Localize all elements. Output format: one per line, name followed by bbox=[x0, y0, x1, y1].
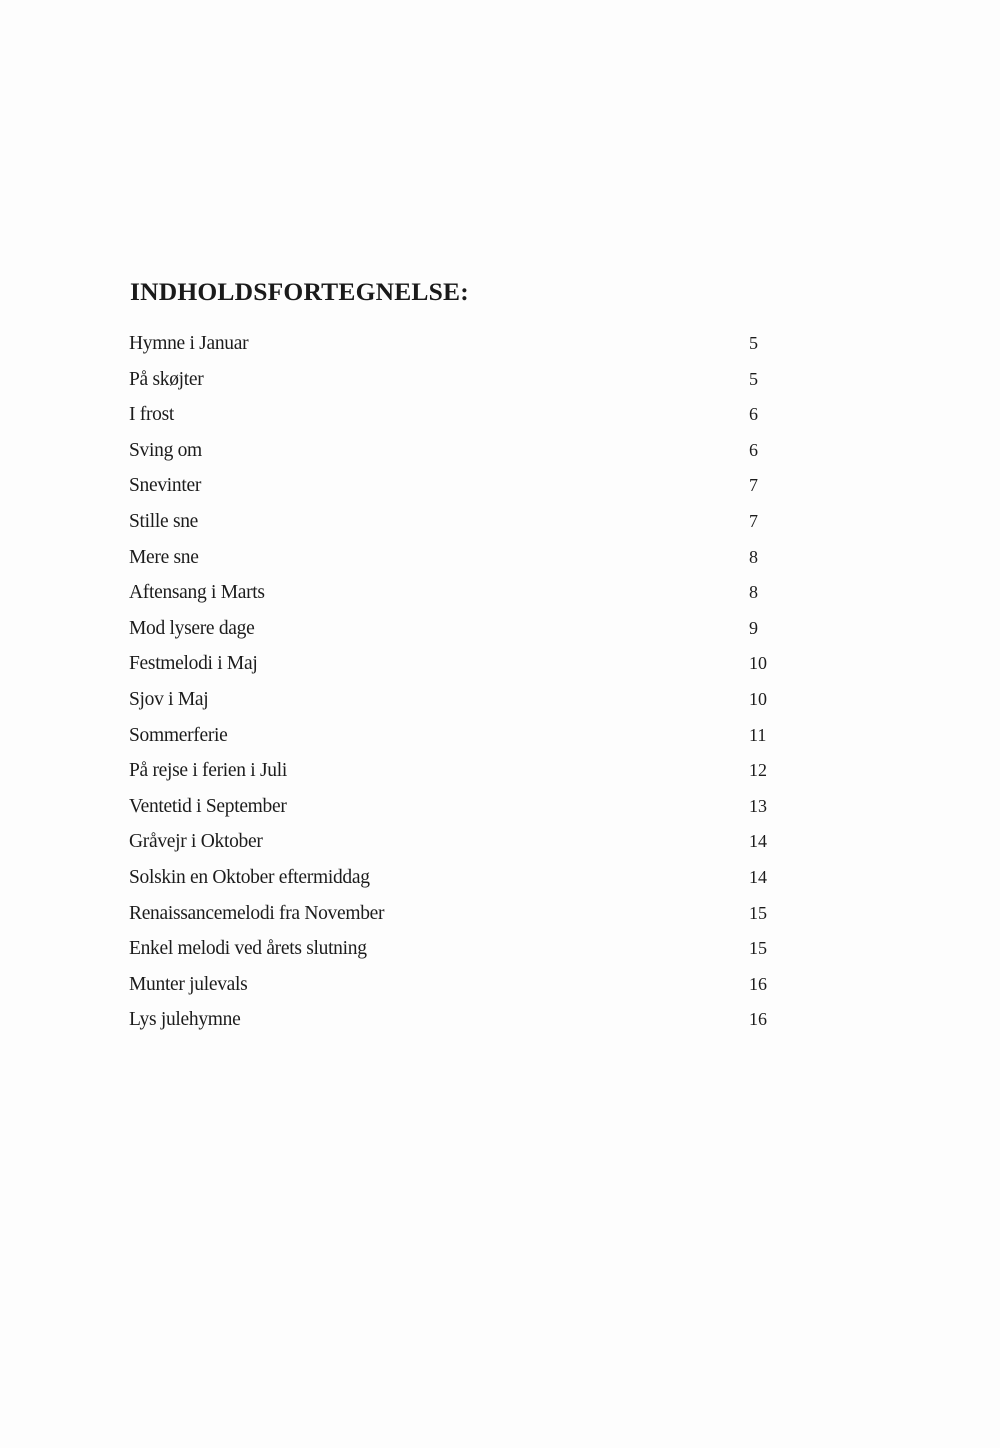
toc-entry-title: Ventetid i September bbox=[129, 795, 287, 817]
toc-entry bbox=[129, 789, 789, 825]
toc-entry bbox=[129, 1002, 789, 1038]
toc-entry bbox=[129, 824, 789, 860]
toc-entry bbox=[129, 468, 789, 504]
toc-entry-title: Sommerferie bbox=[129, 724, 228, 746]
toc-entry bbox=[129, 326, 789, 362]
toc-entry-title: Mere sne bbox=[129, 546, 199, 568]
toc-entry-title: Hymne i Januar bbox=[129, 333, 249, 354]
toc-entry-page: 8 bbox=[749, 546, 758, 567]
toc-entry-page: 5 bbox=[749, 333, 758, 353]
toc-entry-page: 15 bbox=[749, 902, 767, 923]
toc-entry bbox=[129, 931, 789, 967]
toc-entry bbox=[129, 967, 789, 1003]
toc-entry-page: 11 bbox=[749, 724, 767, 745]
toc-entry bbox=[129, 753, 789, 789]
toc-entry bbox=[129, 504, 789, 540]
toc-entry-page: 7 bbox=[749, 510, 758, 531]
toc-entry bbox=[129, 860, 789, 896]
toc-entry-title: Renaissancemelodi fra November bbox=[129, 902, 385, 924]
toc-entry-page: 16 bbox=[749, 973, 767, 994]
toc-entry bbox=[129, 397, 789, 433]
toc-entry-page: 16 bbox=[749, 1009, 767, 1030]
toc-entry bbox=[129, 718, 789, 754]
toc-entry-page: 5 bbox=[749, 368, 758, 389]
toc-entry-page: 9 bbox=[749, 617, 758, 638]
toc-entry-page: 12 bbox=[749, 760, 767, 781]
toc-entry-title: I frost bbox=[129, 404, 175, 426]
toc-entry-page: 7 bbox=[749, 475, 758, 496]
toc-entry-page: 10 bbox=[749, 653, 767, 674]
toc-entry-page: 13 bbox=[749, 795, 767, 816]
page-title: INDHOLDSFORTEGNELSE: bbox=[130, 277, 469, 306]
toc-entry bbox=[129, 611, 789, 647]
toc-entry-title: Sving om bbox=[129, 439, 202, 461]
toc-entry-title: Snevinter bbox=[129, 475, 202, 497]
toc-entry-page: 10 bbox=[749, 688, 767, 709]
toc-entry-title: Lys julehymne bbox=[129, 1009, 241, 1031]
toc-entry-title: På rejse i ferien i Juli bbox=[129, 760, 287, 782]
toc-entry bbox=[129, 682, 789, 718]
toc-entry-page: 8 bbox=[749, 582, 758, 603]
toc-entry bbox=[129, 362, 789, 398]
toc-entry bbox=[129, 575, 789, 611]
toc-entry bbox=[129, 646, 789, 682]
toc-entry-title: Enkel melodi ved årets slutning bbox=[129, 938, 367, 960]
toc-entry-title: Aftensang i Marts bbox=[129, 582, 265, 604]
toc-entry-title: På skøjter bbox=[129, 368, 204, 390]
toc-entry-page: 6 bbox=[749, 404, 758, 425]
toc-entry-title: Sjov i Maj bbox=[129, 688, 209, 710]
toc-entry-page: 15 bbox=[749, 938, 767, 959]
toc-entry bbox=[129, 540, 789, 576]
toc-entry bbox=[129, 433, 789, 469]
toc-entry-page: 6 bbox=[749, 439, 758, 460]
toc-entry-title: Mod lysere dage bbox=[129, 617, 255, 639]
toc-entry-title: Solskin en Oktober eftermiddag bbox=[129, 866, 370, 888]
table-of-contents bbox=[129, 326, 789, 1038]
toc-entry-title: Festmelodi i Maj bbox=[129, 653, 258, 675]
toc-entry bbox=[129, 896, 789, 932]
toc-entry-title: Gråvejr i Oktober bbox=[129, 831, 263, 853]
toc-entry-page: 14 bbox=[749, 831, 767, 852]
toc-entry-title: Munter julevals bbox=[129, 973, 248, 995]
toc-entry-page: 14 bbox=[749, 866, 767, 887]
toc-entry-title: Stille sne bbox=[129, 510, 199, 532]
